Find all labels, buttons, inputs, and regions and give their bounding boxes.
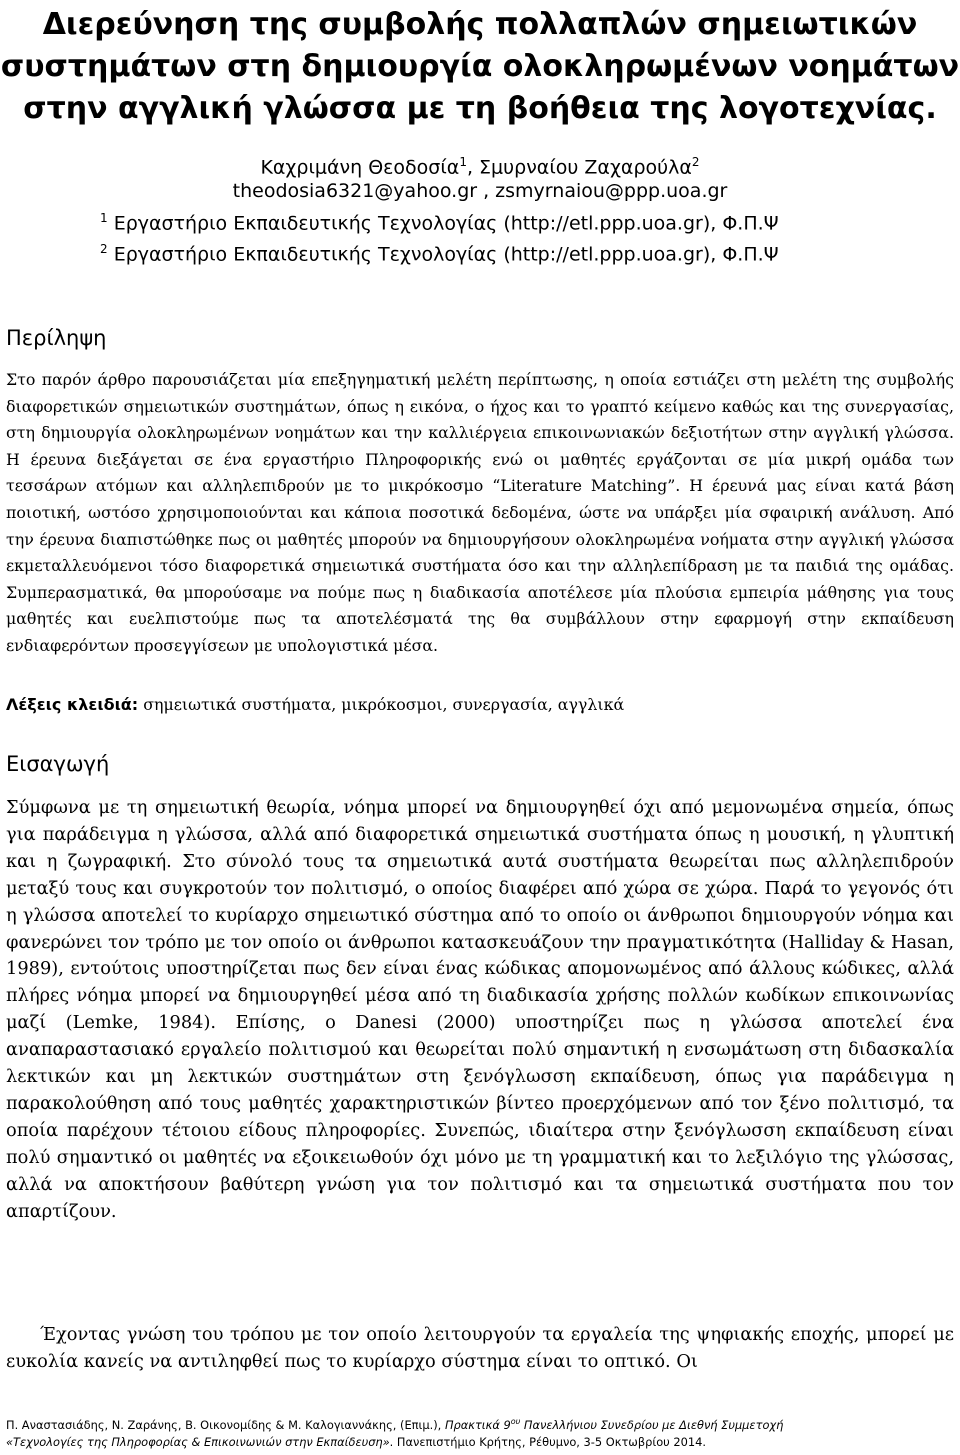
affiliation-1-text: Εργαστήριο Εκπαιδευτικής Τεχνολογίας (http://etl.ppp.uoa.gr), Φ.Π.Ψ	[113, 212, 779, 235]
author-block	[0, 150, 960, 203]
keywords-label: Λέξεις κλειδιά:	[6, 695, 139, 714]
keywords	[6, 693, 954, 717]
abstract-heading: Περίληψη	[6, 326, 107, 350]
affiliation-1	[100, 206, 920, 235]
author-names	[0, 150, 960, 179]
abstract-text: Στο παρόν άρθρο παρουσιάζεται μία επεξηγηματική μελέτη περίπτωσης, η οποία εστιάζει στη μελέτη της συμβολής διαφορετικών σημειωτικών συστημάτων, όπως η εικόνα, ο ήχος και το γραπτό κείμενο καθώς και της συνεργασίας, στη δημιουργία ολοκληρωμένων νοημάτων και την καλλιέργεια επικοινωνιακών δεξιοτήτων στην αγγλική γλώσσα. Η έρευνα διεξάγεται σε ένα εργαστήριο Πληροφορικής ενώ οι μαθητές εργάζονται σε μία μικρή ομάδα των τεσσάρων ατόμων και αλληλεπιδρούν με το μικρόκοσμο “Literature Matching”. Η έρευνά μας είναι κατά βάση ποιοτική, ωστόσο χρησιμοποιούνται και κάποια ποσοτικά δεδομένα, ώστε να υπάρξει μία σφαιρική ανάλυση. Από την έρευνα διαπιστώθηκε πως οι μαθητές μπορούν να δημιουργήσουν ολοκληρωμένα νοήματα στην αγγλική γλώσσα εκμεταλλευόμενοι τόσο διαφορετικά σημειωτικά συστήματα όσο και την αλληλεπίδραση με τα παιδιά της ομάδας. Συμπερασματικά, θα μπορούσαμε να πούμε πως η διαδικασία αποτέλεσε μία πλούσια εμπειρία μάθησης για τους μαθητές και ευελπιστούμε πως τα αποτελέσματά της θα συμβάλλουν στην εφαρμογή στην εκπαίδευση ενδιαφερόντων προσεγγίσεων με υπολογιστικά μέσα.	[6, 370, 954, 655]
paper-title: Διερεύνηση της συμβολής πολλαπλών σημειωτικών συστημάτων στη δημιουργία ολοκληρωμένων νοημάτων στην αγγλική γλώσσα με τη βοήθεια της λογοτεχνίας.	[0, 7, 960, 126]
author-1: Καχριμάνη Θεοδοσία	[260, 156, 460, 179]
author-2: Σμυρναίου Ζαχαρούλα	[479, 156, 692, 179]
affiliation-2-mark: 2	[100, 242, 108, 256]
footer-editors: Π. Αναστασιάδης, Ν. Ζαράνης, Β. Οικονομίδης & Μ. Καλογιαννάκης, (Επιμ.),	[6, 1417, 445, 1432]
footer-proceedings: Πρακτικά $9^{o\upsilon}$ Πανελλήνιου Συνεδρίου με Διεθνή Συμμετοχή	[444, 1417, 784, 1432]
page-footer	[6, 1413, 954, 1451]
affiliation-1-mark: 1	[100, 211, 108, 225]
footer-conference-title: «Τεχνολογίες της Πληροφορίας & Επικοινωνιών στην Εκπαίδευση»	[6, 1434, 390, 1449]
keywords-text: σημειωτικά συστήματα, μικρόκοσμοι, συνεργασία, αγγλικά	[143, 695, 625, 714]
author-2-affil-mark: 2	[691, 155, 700, 169]
introduction-heading: Εισαγωγή	[6, 752, 110, 776]
footer-location: . Πανεπιστήμιο Κρήτης, Ρέθυμνο, 3-5 Οκτωβρίου 2014.	[389, 1434, 706, 1449]
footer-line-2	[6, 1434, 954, 1451]
author-emails: theodosia6321@yahoo.gr , zsmyrnaiou@ppp.uoa.gr	[232, 180, 728, 203]
footer-line-1	[6, 1413, 954, 1434]
affiliation-2-text: Εργαστήριο Εκπαιδευτικής Τεχνολογίας (http://etl.ppp.uoa.gr), Φ.Π.Ψ	[113, 243, 779, 266]
author-separator: ,	[466, 156, 480, 179]
affiliation-2	[100, 237, 920, 266]
author-1-affil-mark: 1	[459, 155, 467, 169]
introduction-paragraph-1: Σύμφωνα με τη σημειωτική θεωρία, νόημα μπορεί να δημιουργηθεί όχι από μεμονωμένα σημεία, όπως για παράδειγμα η γλώσσα, αλλά από διαφορετικά σημειωτικά συστήματα όπως η μουσική, η γλυπτική και η ζωγραφική. Στο σύνολό τους τα σημειωτικά αυτά συστήματα θεωρείται πως αλληλεπιδρούν μεταξύ τους και συγκροτούν τον πολιτισμό, ο οποίος διαφέρει από χώρα σε χώρα. Παρά το γεγονός ότι η γλώσσα αποτελεί το κυρίαρχο σημειωτικό σύστημα από το οποίο οι άνθρωποι δημιουργούν νόημα και φανερώνει τον τρόπο με τον οποίο οι άνθρωποι κατασκευάζουν την πραγματικότητα (Halliday & Hasan, 1989), εντούτοις υποστηρίζεται πως δεν είναι ένας κώδικας απομονωμένος από άλλους κώδικες, αλλά πλήρες νόημα μπορεί να δημιουργηθεί μέσα από τη διαδικασία χρήσης πολλών κωδίκων επικοινωνίας μαζί (Lemke, 1984). Επίσης, ο Danesi (2000) υποστηρίζει πως η γλώσσα αποτελεί ένα αναπαραστασιακό εργαλείο πολιτισμού και θεωρείται πολύ σημαντική η ενσωμάτωση στη διδασκαλία λεκτικών και μη λεκτικών συστημάτων στη ξενόγλωσση εκπαίδευση, όπως για παράδειγμα η παρακολούθηση από τους μαθητές χαρακτηριστικών βίντεο προερχόμενων από τον ξένο πολιτισμό, τα οποία παρέχουν τέτοιου είδους πληροφορίες. Συνεπώς, ιδιαίτερα στην ξενόγλωσση εκπαίδευση είναι πολύ σημαντικό οι μαθητές να εξοικειωθούν όχι μόνο με τη γραμματική και το λεξιλόγιο της γλώσσας, αλλά να αποκτήσουν βαθύτερη γνώση για τον πολιτισμό και τα σημειωτικά συστήματα που τον απαρτίζουν.	[6, 797, 954, 1222]
introduction-paragraph-2: Έχοντας γνώση του τρόπου με τον οποίο λειτουργούν τα εργαλεία της ψηφιακής εποχής, μπορεί με ευκολία κανείς να αντιληφθεί πως το κυρίαρχο σύστημα είναι το οπτικό. Οι	[6, 1324, 954, 1372]
